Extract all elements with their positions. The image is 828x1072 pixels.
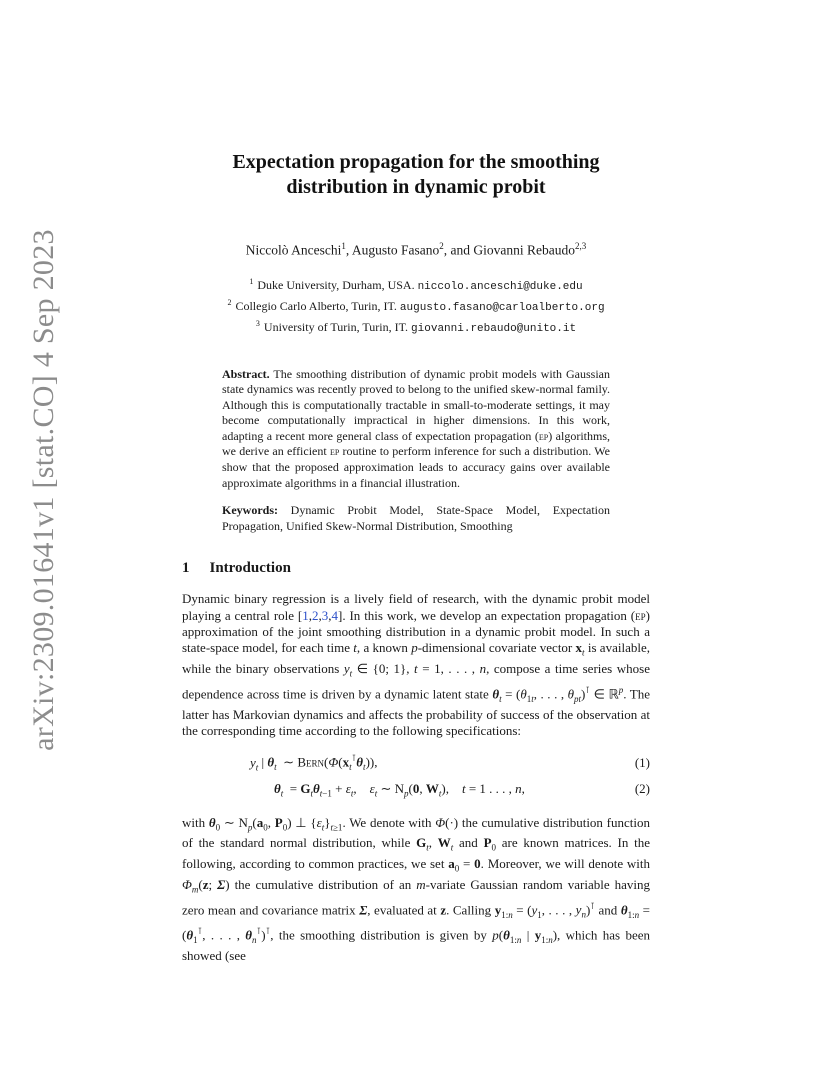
title-line-1: Expectation propagation for the smoothing — [232, 151, 600, 173]
abstract-text: routine to perform inference for such a distribution. We show that the proposed approximation leads to accuracy gains over available approximate algorithms in a financial illustration. — [222, 444, 610, 490]
abstract-ep: ep — [329, 444, 340, 459]
abstract — [222, 367, 610, 492]
title-line-2: distribution in dynamic probit — [286, 176, 546, 198]
affiliation-3 — [182, 316, 650, 337]
equation-2-number: (2) — [634, 781, 650, 797]
equation-2 — [182, 778, 650, 805]
equation-1 — [182, 747, 650, 778]
affiliation-text: Duke University, Durham, USA. — [257, 277, 418, 292]
author-3-mark: 2,3 — [574, 241, 587, 251]
citation-link[interactable]: 2 — [312, 607, 319, 623]
affiliations — [182, 274, 650, 337]
affiliation-mark: 1 — [249, 276, 254, 286]
author-1-mark: 1 — [341, 241, 346, 251]
abstract-label: Abstract. — [222, 366, 270, 381]
author-3: Giovanni Rebaudo — [473, 242, 575, 258]
equation-block — [182, 747, 650, 805]
arxiv-stamp-text: arXiv:2309.01641v1 [stat.CO] 4 Sep 2023 — [27, 229, 60, 751]
section-title: Introduction — [209, 560, 291, 577]
abstract-ep: ep — [538, 428, 549, 443]
affiliation-email: niccolo.anceschi@duke.edu — [417, 280, 583, 293]
abstract-text: The smoothing distribution of dynamic probit models with Gaussian state dynamics was recently proved to belong to the unified skew-normal family. Although this is computationally tractable in small-to-moderate settings, it may become computationally impractical in higher dimensions. In this work, adapting a recent more general class of expectation propagation ( — [222, 366, 610, 443]
affiliation-text: Collegio Carlo Alberto, Turin, IT. — [235, 298, 400, 313]
arxiv-stamp — [14, 229, 74, 751]
citation-link[interactable]: 4 — [331, 607, 338, 623]
author-separator: , — [345, 242, 352, 258]
abstract-text: ) algorithms, we derive an efficient — [222, 428, 610, 459]
author-1: Niccolò Anceschi — [245, 242, 342, 258]
affiliation-mark: 3 — [255, 318, 260, 328]
affiliation-email: augusto.fasano@carloalberto.org — [399, 301, 605, 314]
affiliation-email: giovanni.rebaudo@unito.it — [411, 322, 577, 335]
paragraph-1: Dynamic binary regression is a lively field of research, with the dynamic probit model playing a central role [1,2,3,4]. In this work, we develop an expectation propagation (ep) approximation of the joint smoothing distribution in a dynamic probit model. In such a state-space model, for each time t, a known p-dimensional covariate vector $x_t$ is available, while the binary observations $y_t$ ∈ {0; 1}, t = 1, . . . , n, compose a time series whose dependence across time is driven by a dynamic latent state $\theta_t = (\theta_{1t}$, . . . , $\theta_{pt})^⊺$ ∈ ℝ$^p$. The latter has Markovian dynamics and affects the probability of success of the observation at the corresponding time according to the following specifications: — [182, 591, 651, 738]
paper-title — [182, 150, 650, 200]
author-2-mark: 2 — [439, 241, 444, 251]
affiliation-mark: 2 — [227, 297, 232, 307]
author-separator: , and — [443, 242, 474, 258]
equation-2-expr: $\theta_t = G_t\theta_{t-1} + \varepsilon_t$, $\varepsilon_t$ ∼ $N_p(0$, $W_t$), t = 1 . . . , n, — [274, 781, 525, 799]
section-heading — [182, 560, 650, 577]
section-number: 1 — [182, 560, 190, 577]
affiliation-2 — [182, 295, 650, 316]
equation-1-expr: $y_t$ | $\theta_t$ ∼ $Bern(\Phi(x_t^⊺\theta_t))$, — [250, 753, 378, 773]
citation-link[interactable]: 3 — [321, 607, 329, 623]
equation-1-number: (1) — [634, 754, 650, 770]
keywords-label: Keywords: — [222, 503, 278, 518]
affiliation-text: University of Turin, Turin, IT. — [263, 319, 412, 334]
affiliation-1 — [182, 274, 650, 295]
keywords-text: Dynamic Probit Model, State-Space Model, Expectation Propagation, Unified Skew-Normal Distribution, Smoothing — [222, 503, 610, 533]
citation-link[interactable]: 1 — [302, 607, 309, 623]
author-list — [182, 237, 650, 260]
author-2: Augusto Fasano — [351, 242, 440, 258]
paper-page — [182, 150, 650, 964]
paragraph-2: with $\theta_0$ ∼ $N_p(a_0$, $P_0$) ⊥ $\{\varepsilon_t\}_{t\ge 1}$. We denote with Φ(·) the cumulative distribution function of the standard normal distribution, while $G_t$, $W_t$ and $P_0$ are known matrices. In the following, according to common practices, we set $a_0 = 0$. Moreover, we will denote with $\Phi_m(z$; Σ) the cumulative distribution of an m-variate Gaussian random variable having zero mean and covariance matrix Σ, evaluated at z. Calling $y_{1:n} = (y_1$, . . . , $y_n)^⊺$ and $\theta_{1:n} = (\theta_1^⊺$, . . . , $\theta_n^⊺)^⊺$, the smoothing distribution is given by $p(\theta_{1:n}$ | $y_{1:n}$), which has been showed (see — [182, 814, 650, 964]
keywords — [222, 503, 610, 534]
intro-paragraph — [182, 591, 650, 964]
